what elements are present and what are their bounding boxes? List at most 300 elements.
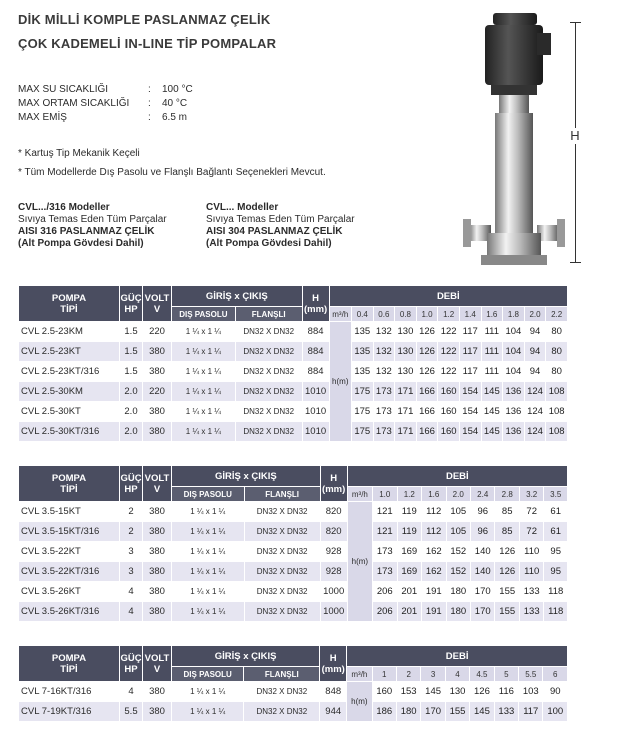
voltage-cell: 380: [143, 342, 171, 361]
thread-connection-cell: 1 ¼ x 1 ¼: [172, 522, 244, 541]
power-cell: 1.5: [124, 366, 138, 377]
head-value-cell: 116: [498, 686, 514, 697]
flange-connection-cell: DN32 X DN32: [243, 367, 295, 376]
head-value-cell: 155: [446, 702, 469, 721]
flow-unit-header: m³/h: [347, 667, 371, 681]
model-name-cell: CVL 3.5-26KT/316: [19, 602, 119, 621]
mm-label: (mm): [303, 303, 328, 315]
head-value-cell: 162: [425, 546, 442, 557]
head-value-cell: 153: [400, 686, 417, 697]
head-value-cell: 166: [419, 406, 435, 417]
table-row: [19, 382, 567, 401]
thread-connection-cell: 1 ¼ x 1 ¼: [190, 547, 226, 556]
table-header-row: [19, 646, 567, 666]
pompa-label: POMPA: [51, 652, 87, 664]
head-value-cell: 140: [471, 562, 494, 581]
model-name-cell: CVL 2.5-30KT: [21, 406, 81, 417]
guc-label: GÜÇ: [120, 472, 142, 484]
flow-value-header: 1.8: [503, 307, 524, 321]
guc-header: [120, 466, 142, 501]
model-name-cell: CVL 3.5-15KT/316: [19, 522, 119, 541]
head-value-cell: 171: [397, 406, 414, 417]
voltage-cell: 380: [149, 686, 165, 697]
head-value-cell: 136: [503, 422, 524, 441]
flow-value-header: 1: [373, 667, 396, 681]
volt-label: VOLT: [144, 652, 170, 664]
performance-table: [18, 645, 568, 722]
flow-value-header: 2.0: [447, 487, 470, 501]
head-value-cell: 173: [374, 422, 395, 441]
head-value-cell: 133: [523, 586, 540, 597]
page-title-line2: ÇOK KADEMELİ IN-LINE TİP POMPALAR: [18, 36, 277, 51]
model-name-cell: CVL 2.5-23KT/316: [21, 366, 100, 377]
head-value-cell: 104: [503, 342, 524, 361]
head-value-cell: 126: [495, 562, 518, 581]
giris-cikis-header: GİRİŞ x ÇIKIŞ: [172, 466, 320, 486]
head-value-cell: 166: [417, 422, 438, 441]
head-value-cell: 90: [549, 686, 561, 697]
head-value-cell: 145: [425, 686, 442, 697]
v-label: V: [153, 303, 161, 315]
head-value-cell: 191: [425, 586, 442, 597]
thread-connection-cell: 1 ¼ x 1 ¼: [172, 562, 244, 581]
flange-connection-cell: DN32 X DN32: [236, 422, 302, 441]
dimension-label: H: [560, 128, 590, 144]
voltage-cell: 380: [149, 406, 165, 417]
height-cell: 1010: [305, 406, 327, 417]
spec-label: MAX SU SICAKLIĞI: [18, 84, 109, 95]
height-cell: 884: [303, 342, 329, 361]
model-name-cell: CVL 3.5-22KT: [21, 546, 81, 557]
table-row: [19, 582, 567, 601]
head-value-cell: 72: [520, 522, 543, 541]
table-row: [19, 542, 567, 561]
volt-header: [143, 466, 171, 501]
head-value-cell: 154: [460, 422, 481, 441]
tipi-label: TİPİ: [60, 663, 78, 675]
flange-connection-cell: DN32 X DN32: [245, 562, 320, 581]
head-value-cell: 124: [525, 422, 546, 441]
note-connections: * Tüm Modellerde Dış Pasolu ve Flanşlı Bağlantı Seçenekleri Mevcut.: [18, 167, 326, 178]
dis-pasolu-header: DIŞ PASOLU: [172, 487, 244, 501]
head-value-cell: 122: [438, 342, 459, 361]
volt-label: VOLT: [144, 472, 170, 484]
head-value-cell: 111: [482, 342, 503, 361]
head-value-cell: 118: [544, 602, 567, 621]
head-value-cell: 112: [426, 506, 442, 517]
head-value-cell: 170: [421, 702, 444, 721]
height-cell: 1000: [321, 602, 347, 621]
head-value-cell: 119: [401, 506, 417, 517]
head-value-cell: 135: [354, 366, 371, 377]
h-header: [321, 466, 347, 501]
head-value-cell: 206: [373, 602, 396, 621]
model-name-cell: CVL 3.5-22KT/316: [19, 562, 119, 581]
head-value-cell: 126: [474, 686, 490, 697]
head-value-cell: 140: [474, 546, 491, 557]
thread-connection-cell: 1 ¼ x 1 ¼: [185, 367, 221, 376]
flansli-header: FLANŞLI: [245, 487, 320, 501]
volt-header: [143, 646, 171, 681]
head-value-cell: 155: [495, 602, 518, 621]
model-name-cell: CVL 2.5-30KM: [19, 382, 119, 401]
power-cell: 4: [120, 602, 142, 621]
head-value-cell: 160: [376, 686, 393, 697]
head-value-cell: 117: [462, 326, 478, 337]
head-value-cell: 145: [482, 422, 503, 441]
thread-connection-cell: 1 ¼ x 1 ¼: [190, 507, 226, 516]
giris-cikis-header: GİRİŞ x ÇIKIŞ: [172, 286, 302, 306]
flange-connection-cell: DN32 X DN32: [243, 407, 295, 416]
power-cell: 1.5: [124, 326, 138, 337]
flow-value-header: 5: [495, 667, 518, 681]
flow-value-header: 5.5: [519, 667, 542, 681]
pompa-label: POMPA: [51, 472, 87, 484]
model-heading: CVL... Modeller: [206, 202, 279, 213]
thread-connection-cell: 1 ¼ x 1 ¼: [172, 382, 235, 401]
spec-sep: :: [148, 84, 151, 95]
model-name-cell: CVL 2.5-23KT: [19, 342, 119, 361]
head-value-cell: 175: [352, 382, 373, 401]
head-value-cell: 108: [548, 406, 565, 417]
head-value-cell: 96: [471, 522, 494, 541]
flange-connection-cell: DN32 X DN32: [256, 507, 308, 516]
head-value-cell: 121: [373, 522, 396, 541]
thread-connection-cell: 1 ¼ x 1 ¼: [172, 702, 243, 721]
pompa-label: POMPA: [51, 292, 87, 304]
flow-value-header: 2.8: [495, 487, 518, 501]
head-value-cell: 108: [546, 382, 567, 401]
flow-value-header: 6: [543, 667, 567, 681]
tipi-label: TİPİ: [60, 483, 78, 495]
head-value-cell: 132: [374, 342, 395, 361]
head-value-cell: 133: [495, 702, 518, 721]
head-value-cell: 166: [417, 382, 438, 401]
power-cell: 2.0: [120, 382, 142, 401]
thread-connection-cell: 1 ¼ x 1 ¼: [172, 422, 235, 441]
power-cell: 4: [128, 586, 134, 597]
voltage-cell: 220: [149, 326, 165, 337]
guc-header: [120, 646, 142, 681]
flow-value-header: 1.4: [460, 307, 481, 321]
flow-value-header: 1.2: [438, 307, 459, 321]
flange-connection-cell: DN32 X DN32: [244, 702, 319, 721]
head-value-cell: 95: [550, 546, 561, 557]
model-material: AISI 316 PASLANMAZ ÇELİK: [18, 226, 155, 237]
model-line: Sıvıya Temas Eden Tüm Parçalar: [206, 214, 355, 225]
pompa-header: [19, 466, 119, 501]
head-value-cell: 180: [450, 586, 467, 597]
flow-unit-header: m³/h: [348, 487, 372, 501]
volt-header: [143, 286, 171, 321]
height-cell: 1000: [323, 586, 345, 597]
flange-connection-cell: DN32 X DN32: [236, 342, 302, 361]
flange-connection-cell: DN32 X DN32: [236, 382, 302, 401]
head-value-cell: 85: [495, 522, 518, 541]
head-value-cell: 80: [551, 366, 562, 377]
head-value-cell: 173: [374, 382, 395, 401]
voltage-cell: 380: [149, 546, 165, 557]
head-value-cell: 111: [484, 326, 500, 337]
head-value-cell: 132: [375, 326, 392, 337]
table-header-row: [19, 466, 567, 486]
head-value-cell: 155: [499, 586, 516, 597]
table-row: [19, 702, 567, 721]
height-cell: 944: [320, 702, 346, 721]
flow-value-header: 1.0: [417, 307, 438, 321]
spec-list: [18, 83, 222, 125]
head-value-cell: 171: [395, 382, 416, 401]
head-value-cell: 95: [544, 562, 567, 581]
head-unit-cell: h(m): [348, 502, 372, 621]
head-value-cell: 122: [440, 326, 457, 337]
dis-pasolu-header: DIŞ PASOLU: [172, 667, 243, 681]
head-value-cell: 145: [470, 702, 493, 721]
head-value-cell: 169: [401, 546, 418, 557]
head-value-cell: 124: [527, 406, 543, 417]
head-value-cell: 130: [397, 326, 414, 337]
height-cell: 1010: [303, 422, 329, 441]
flansli-header: FLANŞLI: [236, 307, 302, 321]
spec-value: 40 °C: [162, 98, 188, 109]
spec-label: MAX EMİŞ: [18, 112, 67, 123]
head-value-cell: 80: [546, 342, 567, 361]
head-value-cell: 119: [398, 522, 421, 541]
head-value-cell: 145: [483, 406, 500, 417]
head-value-cell: 201: [401, 586, 418, 597]
head-value-cell: 61: [550, 506, 561, 517]
spec-row: [18, 83, 222, 97]
head-value-cell: 112: [422, 522, 445, 541]
height-cell: 928: [325, 546, 342, 557]
voltage-cell: 380: [143, 702, 171, 721]
model-name-cell: CVL 7-19KT/316: [19, 702, 119, 721]
head-value-cell: 105: [447, 522, 470, 541]
height-cell: 884: [307, 326, 324, 337]
head-value-cell: 191: [422, 602, 445, 621]
head-value-cell: 100: [543, 702, 567, 721]
flow-value-header: 3.5: [544, 487, 567, 501]
head-value-cell: 94: [529, 326, 541, 337]
h-label: H: [329, 652, 337, 664]
height-cell: 820: [321, 522, 347, 541]
dimension-cap-top: [570, 22, 581, 23]
table-row: [19, 362, 567, 381]
head-value-cell: 94: [525, 342, 546, 361]
head-value-cell: 175: [354, 406, 371, 417]
flow-value-header: 3.2: [520, 487, 543, 501]
power-cell: 3: [120, 562, 142, 581]
flow-value-header: 3: [421, 667, 444, 681]
table-header-row: [19, 286, 567, 306]
power-cell: 2: [128, 506, 134, 517]
head-value-cell: 154: [460, 382, 481, 401]
head-value-cell: 80: [551, 326, 562, 337]
thread-connection-cell: 1 ¼ x 1 ¼: [185, 407, 221, 416]
table-row: [19, 322, 567, 341]
performance-table: [18, 285, 568, 442]
power-cell: 3: [128, 546, 134, 557]
head-value-cell: 206: [376, 586, 393, 597]
flow-value-header: 1.2: [398, 487, 421, 501]
head-value-cell: 121: [376, 506, 393, 517]
flansli-header: FLANŞLI: [244, 667, 319, 681]
debi-header: DEBİ: [330, 286, 567, 306]
flow-value-header: 2: [397, 667, 420, 681]
dimension-cap-bottom: [570, 262, 581, 263]
head-value-cell: 160: [438, 382, 459, 401]
guc-label: GÜÇ: [120, 652, 142, 664]
pump-image: [455, 5, 575, 275]
spec-label: MAX ORTAM SICAKLIĞI: [18, 98, 130, 109]
v-label: V: [153, 663, 161, 675]
model-name-cell: CVL 7-16KT/316: [21, 686, 92, 697]
head-value-cell: 117: [460, 342, 481, 361]
flange-connection-cell: DN32 X DN32: [256, 587, 308, 596]
head-value-cell: 130: [449, 686, 466, 697]
thread-connection-cell: 1 ¼ x 1 ¼: [190, 587, 226, 596]
head-value-cell: 130: [395, 342, 416, 361]
head-value-cell: 124: [525, 382, 546, 401]
model-material: AISI 304 PASLANMAZ ÇELİK: [206, 226, 343, 237]
head-value-cell: 162: [422, 562, 445, 581]
debi-header: DEBİ: [348, 466, 567, 486]
h-header: [320, 646, 346, 681]
table-row: [19, 602, 567, 621]
head-value-cell: 169: [398, 562, 421, 581]
performance-table: [18, 465, 568, 622]
flow-value-header: 4.5: [470, 667, 493, 681]
voltage-cell: 380: [143, 602, 171, 621]
head-unit-cell: h(m): [330, 322, 351, 441]
spec-value: 6.5 m: [162, 112, 188, 123]
thread-connection-cell: 1 ¼ x 1 ¼: [190, 687, 226, 696]
voltage-cell: 380: [143, 522, 171, 541]
height-cell: 884: [307, 366, 324, 377]
flow-value-header: 0.8: [395, 307, 416, 321]
head-value-cell: 126: [419, 326, 435, 337]
head-value-cell: 126: [419, 366, 435, 377]
head-value-cell: 111: [484, 366, 500, 377]
head-value-cell: 133: [520, 602, 543, 621]
table-row: [19, 682, 567, 701]
voltage-cell: 380: [149, 366, 165, 377]
spec-row: [18, 111, 222, 125]
head-value-cell: 180: [397, 702, 420, 721]
spec-value: 100 °C: [162, 84, 193, 95]
flow-value-header: 1.0: [373, 487, 396, 501]
head-value-cell: 94: [529, 366, 541, 377]
model-name-cell: CVL 3.5-15KT: [21, 506, 81, 517]
head-value-cell: 96: [477, 506, 489, 517]
hp-label: HP: [124, 663, 138, 675]
pompa-header: [19, 646, 119, 681]
h-header: [303, 286, 329, 321]
head-value-cell: 103: [522, 686, 539, 697]
head-value-cell: 180: [447, 602, 470, 621]
model-note: (Alt Pompa Gövdesi Dahil): [206, 238, 332, 249]
flow-unit-header: m³/h: [330, 307, 351, 321]
head-value-cell: 171: [395, 422, 416, 441]
voltage-cell: 380: [143, 422, 171, 441]
h-label: H: [312, 292, 320, 304]
head-value-cell: 160: [438, 422, 459, 441]
thread-connection-cell: 1 ¼ x 1 ¼: [172, 602, 244, 621]
voltage-cell: 380: [149, 586, 165, 597]
height-cell: 820: [325, 506, 342, 517]
flange-connection-cell: DN32 X DN32: [256, 687, 308, 696]
head-value-cell: 126: [417, 342, 438, 361]
model-name-cell: CVL 2.5-30KT/316: [19, 422, 119, 441]
power-cell: 2.0: [120, 422, 142, 441]
pompa-header: [19, 286, 119, 321]
table-row: [19, 422, 567, 441]
power-cell: 5.5: [120, 702, 142, 721]
head-value-cell: 145: [482, 382, 503, 401]
head-value-cell: 72: [526, 506, 537, 517]
debi-header: DEBİ: [347, 646, 567, 666]
head-value-cell: 152: [447, 562, 470, 581]
model-name-cell: CVL 2.5-23KM: [21, 326, 83, 337]
head-value-cell: 108: [546, 422, 567, 441]
head-value-cell: 136: [505, 406, 522, 417]
spec-row: [18, 97, 222, 111]
model-name-cell: CVL 3.5-26KT: [21, 586, 81, 597]
height-cell: 1010: [303, 382, 329, 401]
table-row: [19, 502, 567, 521]
volt-label: VOLT: [144, 292, 170, 304]
guc-label: GÜÇ: [120, 292, 142, 304]
flow-value-header: 0.6: [374, 307, 395, 321]
flow-value-header: 2.4: [471, 487, 494, 501]
table-row: [19, 342, 567, 361]
model-note: (Alt Pompa Gövdesi Dahil): [18, 238, 144, 249]
power-cell: 1.5: [120, 342, 142, 361]
height-cell: 928: [321, 562, 347, 581]
head-value-cell: 104: [505, 326, 522, 337]
flange-connection-cell: DN32 X DN32: [243, 327, 295, 336]
note-cartridge-seal: * Kartuş Tip Mekanik Keçeli: [18, 148, 140, 159]
head-value-cell: 201: [398, 602, 421, 621]
flange-connection-cell: DN32 X DN32: [245, 602, 320, 621]
table-row: [19, 402, 567, 421]
hp-label: HP: [124, 303, 138, 315]
flow-value-header: 1.6: [482, 307, 503, 321]
spec-sep: :: [148, 112, 151, 123]
head-value-cell: 154: [462, 406, 479, 417]
model-line: Sıvıya Temas Eden Tüm Parçalar: [18, 214, 167, 225]
page-title-line1: DİK MİLLİ KOMPLE PASLANMAZ ÇELİK: [18, 12, 271, 27]
head-value-cell: 132: [375, 366, 392, 377]
head-unit-cell: h(m): [347, 682, 371, 721]
flange-connection-cell: DN32 X DN32: [256, 547, 308, 556]
thread-connection-cell: 1 ¼ x 1 ¼: [172, 342, 235, 361]
height-cell: 848: [325, 686, 342, 697]
voltage-cell: 380: [143, 562, 171, 581]
model-block-304: [206, 202, 355, 250]
head-value-cell: 104: [505, 366, 522, 377]
head-value-cell: 122: [440, 366, 457, 377]
power-cell: 2.0: [124, 406, 138, 417]
flange-connection-cell: DN32 X DN32: [245, 522, 320, 541]
giris-cikis-header: GİRİŞ x ÇIKIŞ: [172, 646, 319, 666]
power-cell: 4: [128, 686, 134, 697]
spec-sep: :: [148, 98, 151, 109]
mm-label: (mm): [322, 483, 346, 495]
head-value-cell: 126: [499, 546, 516, 557]
flow-value-header: 0.4: [352, 307, 373, 321]
head-value-cell: 160: [440, 406, 457, 417]
